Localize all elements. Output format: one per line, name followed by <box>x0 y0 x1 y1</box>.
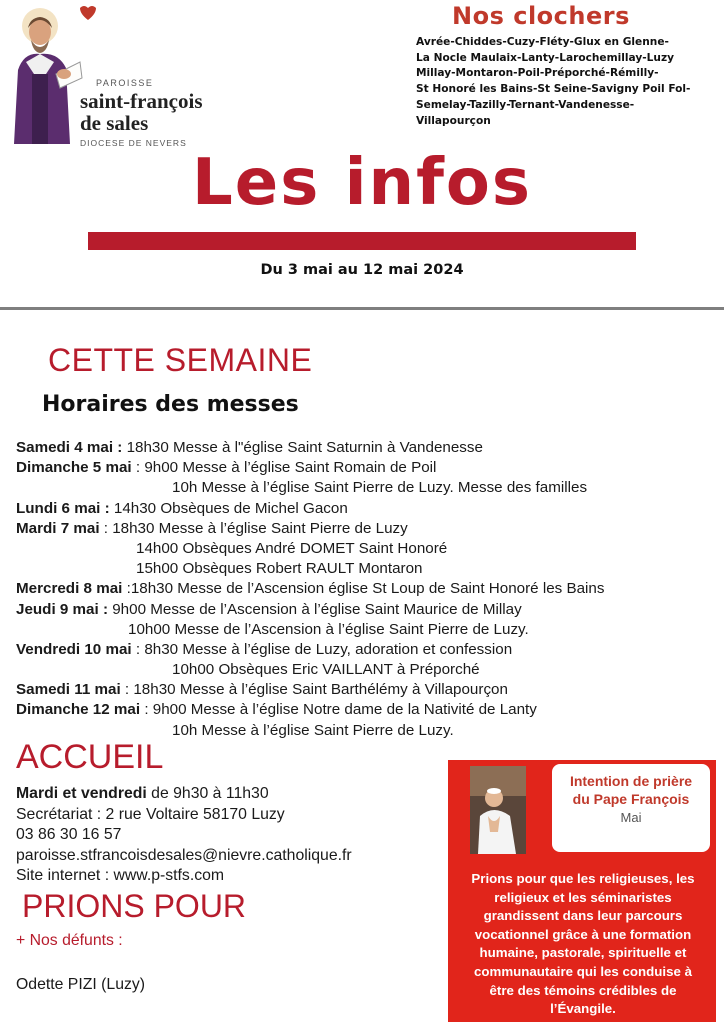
pope-praying-photo <box>470 766 526 854</box>
schedule-day: Mardi 7 mai <box>16 519 100 537</box>
section-title-prions: PRIONS POUR <box>22 888 247 924</box>
schedule-day: Samedi 4 mai : <box>16 439 123 456</box>
clochers-line: Avrée-Chiddes-Cuzy-Fléty-Glux en Glenne- <box>416 36 669 48</box>
schedule-text: : 18h30 Messe à l’église Saint Pierre de Luzy <box>99 519 408 537</box>
intention-line: vocationnel grâce à une formation <box>474 926 692 942</box>
intention-line: l’Évangile. <box>550 1001 616 1017</box>
intention-line: grandissent dans leur parcours <box>483 908 683 924</box>
date-range: Du 3 mai au 12 mai 2024 <box>260 262 464 278</box>
office-hours <box>16 784 352 805</box>
schedule-line <box>16 680 722 700</box>
intention-line: être des témoins crédibles de <box>489 982 677 998</box>
schedule-text: 10h Messe à l’église Saint Pierre de Luzy. <box>172 721 454 739</box>
intention-line: Prions pour que les religieuses, les <box>471 871 695 886</box>
website: Site internet : www.p-stfs.com <box>16 867 225 885</box>
schedule-text: : 9h00 Messe à l’église Saint Romain de Poil <box>131 459 437 477</box>
clochers-line: Millay-Montaron-Poil-Préporché-Rémilly- <box>416 67 659 80</box>
schedule-line <box>16 579 722 599</box>
schedule-line <box>16 600 722 620</box>
intention-header-card <box>552 764 710 852</box>
page-title: Les infos <box>192 146 532 220</box>
section-subtitle-horaires: Horaires des messes <box>42 392 299 417</box>
schedule-text: 18h30 Messe à l"église Saint Saturnin à Vandenesse <box>122 439 483 456</box>
schedule-text: 14h00 Obsèques André DOMET Saint Honoré <box>136 539 448 557</box>
section-title-accueil: ACCUEIL <box>16 738 164 776</box>
diocese-label: DIOCESE DE NEVERS <box>80 138 187 148</box>
schedule-line <box>16 499 722 519</box>
intention-heading-line-1: Intention de prière <box>569 773 693 789</box>
phone-number: 03 86 30 16 57 <box>16 826 122 844</box>
schedule-line <box>16 660 722 680</box>
schedule-line <box>16 640 722 660</box>
schedule-day: Samedi 11 mai <box>16 681 121 699</box>
schedule-text: 14h30 Obsèques de Michel Gacon <box>109 499 348 517</box>
clochers-line: Semelay-Tazilly-Ternant-Vandenesse- <box>416 98 635 111</box>
title-underline-bar <box>88 232 636 250</box>
schedule-text: : 18h30 Messe à l’église Saint Barthélémy à Villapourçon <box>120 681 508 699</box>
schedule-text: 10h00 Messe de l’Ascension à l’église Saint Pierre de Luzy. <box>128 620 529 638</box>
schedule-line <box>16 478 722 498</box>
intention-heading <box>552 772 710 808</box>
intention-month: Mai <box>620 810 642 825</box>
schedule-line <box>16 519 722 539</box>
clochers-line: St Honoré les Bains-St Seine-Savigny Poil Fol- <box>416 83 691 96</box>
schedule-day: Dimanche 5 mai <box>16 459 132 477</box>
schedule-line <box>16 458 722 478</box>
accueil-info <box>16 784 352 887</box>
intention-line: communautaire qui les conduise à <box>474 963 692 979</box>
clochers-line: Villapourçon <box>416 114 491 127</box>
defunt-name: Odette PIZI (Luzy) <box>16 976 146 993</box>
schedule-line <box>16 620 722 640</box>
schedule-text: 10h Messe à l’église Saint Pierre de Luzy. Messe des familles <box>172 479 588 497</box>
schedule-text: : 8h30 Messe à l’église de Luzy, adoration et confession <box>131 640 513 658</box>
schedule-text: 9h00 Messe de l’Ascension à l’église Saint Maurice de Millay <box>108 600 522 618</box>
schedule-day: Lundi 6 mai : <box>16 499 110 517</box>
parish-label: PAROISSE <box>96 78 154 88</box>
intention-text <box>450 870 716 1019</box>
intention-heading-line-2: du Pape François <box>572 791 690 807</box>
schedule-text: 15h00 Obsèques Robert RAULT Montaron <box>136 560 423 578</box>
schedule-day: Jeudi 9 mai : <box>16 600 109 618</box>
section-divider <box>0 307 724 310</box>
clochers-line: La Nocle Maulaix-Lanty-Larochemillay-Luzy <box>416 51 675 64</box>
parish-name-line-1: saint-françois <box>80 89 203 113</box>
email-address: paroisse.stfrancoisdesales@nievre.catholique.fr <box>16 846 352 864</box>
schedule-day: Mercredi 8 mai <box>16 580 123 598</box>
office-days: Mardi et vendredi <box>16 785 147 802</box>
parish-name <box>80 90 203 134</box>
schedule-line <box>16 700 722 720</box>
schedule-text: 10h00 Obsèques Eric VAILLANT à Préporché <box>172 661 480 679</box>
office-times: de 9h30 à 11h30 <box>146 785 269 802</box>
section-title-semaine: CETTE SEMAINE <box>48 342 313 378</box>
schedule-line <box>16 559 722 579</box>
secretariat-address: Secrétariat : 2 rue Voltaire 58170 Luzy <box>16 805 285 823</box>
clochers-title: Nos clochers <box>452 2 630 30</box>
schedule-text: : 9h00 Messe à l’église Notre dame de la Nativité de Lanty <box>140 701 537 719</box>
defunts-label: + Nos défunts : <box>16 932 123 949</box>
intention-line: religieux et les séminaristes <box>494 889 672 905</box>
parish-name-line-2: de sales <box>80 111 149 135</box>
intention-line: humaine, pastorale, spirituelle et <box>479 945 687 961</box>
schedule-line <box>16 438 722 458</box>
schedule-text: :18h30 Messe de l’Ascension église St Loup de Saint Honoré les Bains <box>122 580 605 598</box>
schedule-day: Dimanche 12 mai <box>16 701 141 719</box>
schedule-day: Vendredi 10 mai <box>16 640 132 658</box>
mass-schedule <box>16 438 722 741</box>
clochers-list <box>416 35 722 129</box>
schedule-line <box>16 539 722 559</box>
